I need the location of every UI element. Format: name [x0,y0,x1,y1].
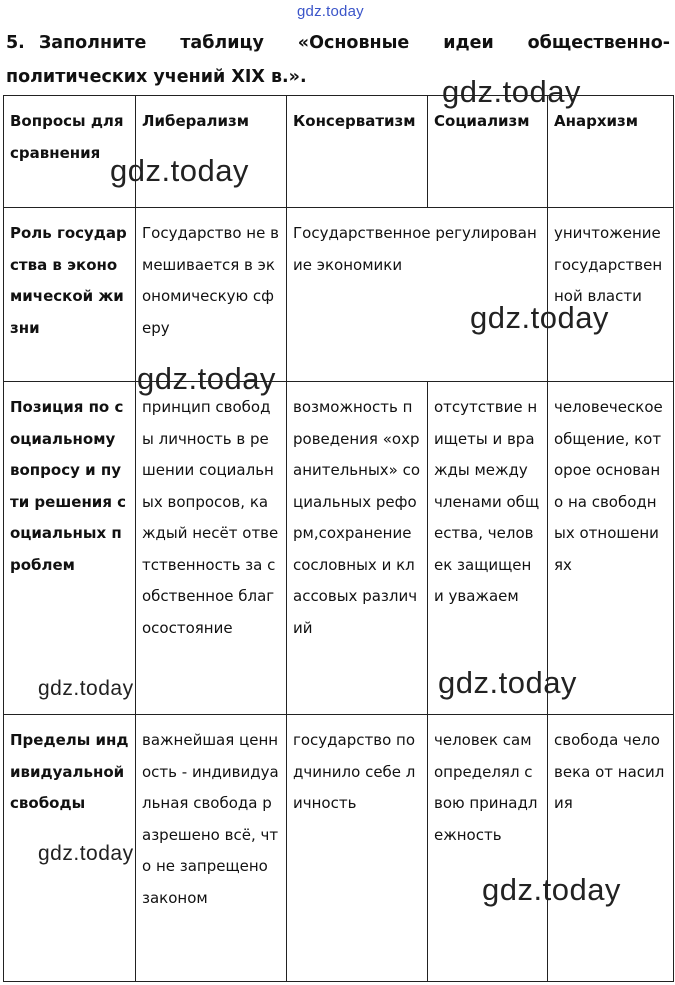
cell-conservatism: возможность проведения «охранительных» социальных реформ,сохранение сословных и классовых различий [287,382,428,715]
watermark: gdz.today [442,74,581,109]
table-row [4,208,674,382]
cell-liberalism: важнейшая ценность - индивидуальная свобода разрешено всё, что не запрещено законом [136,715,287,982]
row-question: Роль государства в экономической жизни [4,208,136,382]
cell-liberalism: принцип свободы личность в решении социальных вопросов, каждый несёт ответственность за собственное благосостояние [136,382,287,715]
watermark: gdz.today [38,842,134,865]
watermark: gdz.today [137,361,276,396]
cell-conservatism-socialism: Государственное регулирование экономики [287,208,548,382]
cell-anarchism: свобода человека от насилия [548,715,674,982]
table-header-row [4,96,674,208]
header-liberalism: Либерализм [136,96,287,208]
watermark: gdz.today [38,677,134,700]
cell-conservatism: государство подчинило себе личность [287,715,428,982]
cell-socialism: человек сам определял свою принадлежность [428,715,548,982]
header-conservatism: Консерватизм [287,96,428,208]
watermark: gdz.today [470,300,609,335]
header-anarchism: Анархизм [548,96,674,208]
site-mark: gdz.today [297,3,364,20]
cell-socialism: отсутствие нищеты и вражды между членами общества, человек защищен и уважаем [428,382,548,715]
row-question: Пределы индивидуальной свободы [4,715,136,982]
cell-liberalism: Государство не вмешивается в экономическую сферу [136,208,287,382]
row-question: Позиция по социальному вопросу и пути решения социальных проблем [4,382,136,715]
cell-anarchism: человеческое общение, которое основано на свободных отношениях [548,382,674,715]
header-socialism: Социализм [428,96,548,208]
watermark: gdz.today [438,665,577,700]
cell-anarchism: уничтожение государственной власти [548,208,674,382]
task-number: 5. [6,33,25,53]
header-questions: Вопросы для сравнения [4,96,136,208]
watermark: gdz.today [482,872,621,907]
watermark: gdz.today [110,153,249,188]
task-text: Заполните таблицу «Основные идеи общественно-политических учений XIX в.». [6,33,670,87]
